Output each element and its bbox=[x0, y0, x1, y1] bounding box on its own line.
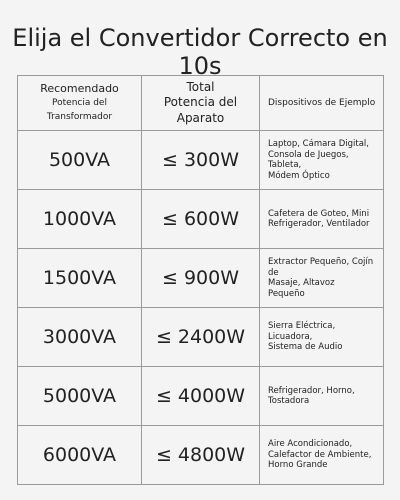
example-line: Módem Óptico bbox=[268, 170, 330, 181]
example-line: Extractor Pequeño, Cojín de bbox=[268, 257, 374, 278]
watts-cell: ≤ 4800W bbox=[142, 426, 260, 485]
table-row bbox=[18, 249, 384, 308]
header-recommended bbox=[18, 76, 142, 131]
examples-cell bbox=[260, 190, 384, 249]
header-total-title: Total bbox=[186, 80, 215, 94]
table-row bbox=[18, 367, 384, 426]
header-total-subtitle: Potencia del Aparato bbox=[163, 95, 238, 125]
example-line: Aire Acondicionado, bbox=[268, 439, 353, 450]
header-total bbox=[142, 76, 260, 131]
rating-cell: 1500VA bbox=[18, 249, 142, 308]
converter-table bbox=[17, 75, 384, 485]
example-line: Tostadora bbox=[268, 396, 310, 406]
header-examples: Dispositivos de Ejemplo bbox=[260, 76, 384, 131]
page-title: Elija el Convertidor Correcto en 10s bbox=[12, 24, 388, 80]
examples-cell bbox=[260, 426, 384, 485]
rating-cell: 500VA bbox=[18, 131, 142, 190]
watts-cell: ≤ 900W bbox=[142, 249, 260, 308]
watts-cell: ≤ 2400W bbox=[142, 308, 260, 367]
example-line: Consola de Juegos, Tableta, bbox=[268, 149, 349, 170]
table-header-row bbox=[18, 76, 384, 131]
examples-cell bbox=[260, 249, 384, 308]
example-line: Sierra Eléctrica, Licuadora, bbox=[268, 321, 336, 342]
examples-cell bbox=[260, 131, 384, 190]
rating-cell: 6000VA bbox=[18, 426, 142, 485]
table-row bbox=[18, 131, 384, 190]
rating-cell: 3000VA bbox=[18, 308, 142, 367]
rating-cell: 5000VA bbox=[18, 367, 142, 426]
rating-cell: 1000VA bbox=[18, 190, 142, 249]
table-row bbox=[18, 308, 384, 367]
example-line: Refrigerador, Ventilador bbox=[268, 219, 370, 229]
examples-cell bbox=[260, 367, 384, 426]
table-row bbox=[18, 190, 384, 249]
examples-cell bbox=[260, 308, 384, 367]
watts-cell: ≤ 300W bbox=[142, 131, 260, 190]
example-line: Calefactor de Ambiente, bbox=[268, 449, 372, 460]
example-line: Pequeño bbox=[268, 288, 305, 299]
watts-cell: ≤ 600W bbox=[142, 190, 260, 249]
header-recommended-subtitle: Potencia del Transformador bbox=[46, 98, 113, 122]
watts-cell: ≤ 4000W bbox=[142, 367, 260, 426]
example-line: Horno Grande bbox=[268, 460, 328, 471]
table-row bbox=[18, 426, 384, 485]
example-line: Cafetera de Goteo, Mini bbox=[268, 208, 370, 219]
example-line: Sistema de Audio bbox=[268, 342, 343, 353]
example-line: Masaje, Altavoz bbox=[268, 278, 335, 288]
header-recommended-title: Recomendado bbox=[40, 82, 119, 95]
example-line: Laptop, Cámara Digital, bbox=[268, 139, 369, 149]
example-line: Refrigerador, Horno, bbox=[268, 385, 355, 396]
